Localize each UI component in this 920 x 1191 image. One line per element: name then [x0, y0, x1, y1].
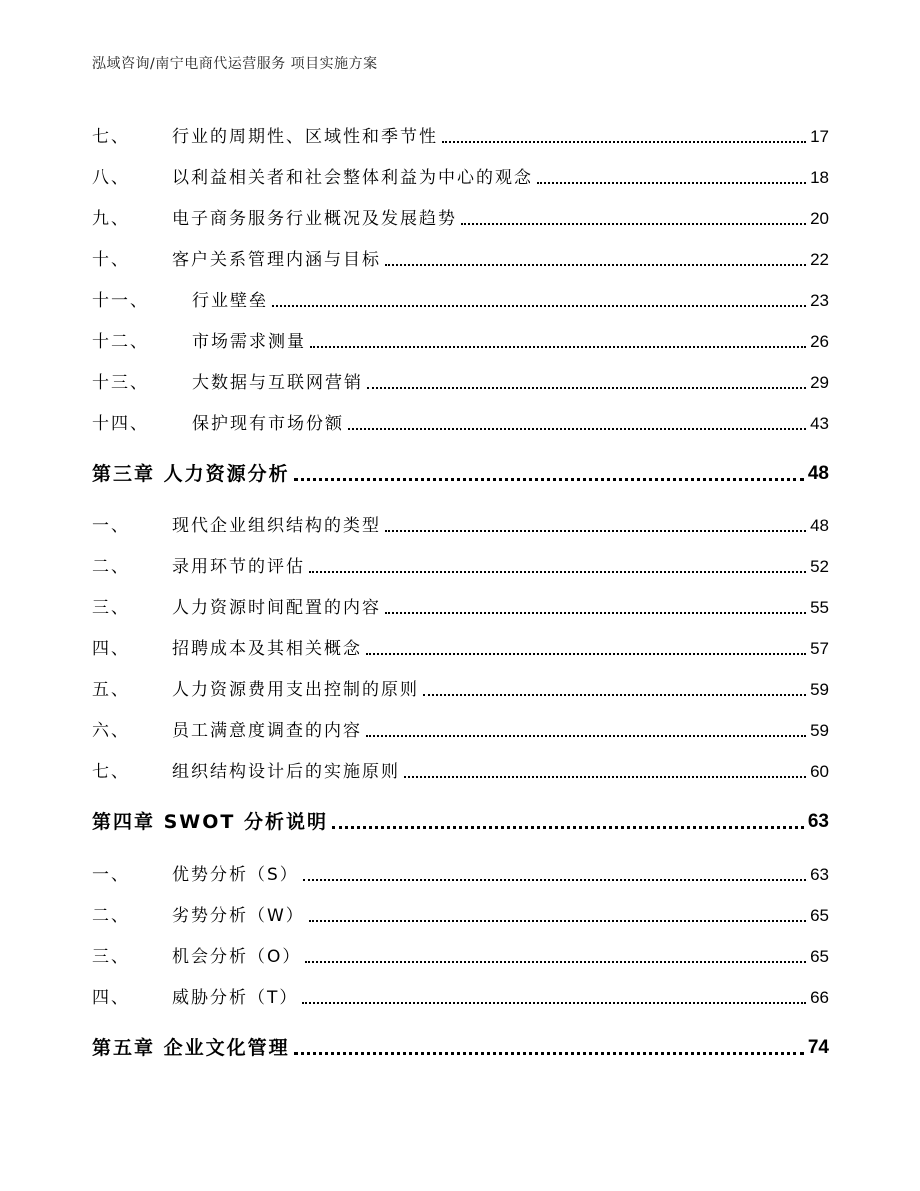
toc-leader-dots [272, 304, 806, 307]
toc-entry-title: 行业壁垒 [192, 291, 268, 311]
toc-entry-number: 四、 [92, 639, 130, 659]
toc-entry[interactable] [92, 983, 829, 1009]
toc-entry[interactable] [92, 204, 829, 230]
toc-leader-dots [332, 825, 804, 829]
toc-entry-number: 四、 [92, 988, 130, 1008]
toc-entry-page: 55 [810, 598, 829, 617]
toc-entry-page: 65 [810, 947, 829, 966]
toc-entry[interactable] [92, 942, 829, 968]
toc-entry[interactable] [92, 634, 829, 660]
toc-entry-number: 一、 [92, 516, 130, 536]
toc-leader-dots [404, 775, 806, 778]
toc-entry-number: 一、 [92, 865, 130, 885]
toc-entry-number: 十四、 [92, 414, 149, 434]
toc-leader-dots [423, 693, 806, 696]
toc-leader-dots [310, 345, 806, 348]
toc-entry-page: 59 [810, 721, 829, 740]
toc-entry-number: 二、 [92, 906, 130, 926]
toc-chapter-entry[interactable] [92, 1033, 829, 1059]
toc-entry[interactable] [92, 511, 829, 537]
toc-entry-number: 十、 [92, 250, 130, 270]
toc-entry-page: 63 [810, 865, 829, 884]
toc-entry-page: 60 [810, 762, 829, 781]
toc-leader-dots [442, 140, 806, 143]
toc-entry-page: 63 [807, 811, 829, 832]
toc-chapter-entry[interactable] [92, 807, 829, 833]
toc-entry-page: 65 [810, 906, 829, 925]
toc-entry-title: 机会分析（O） [172, 947, 302, 967]
toc-entry-page: 52 [810, 557, 829, 576]
toc-entry[interactable] [92, 327, 829, 353]
toc-entry-title: 大数据与互联网营销 [192, 373, 363, 393]
toc-entry-title: 组织结构设计后的实施原则 [172, 762, 400, 782]
toc-entry-title: 威胁分析（T） [172, 988, 299, 1008]
toc-entry-number: 十二、 [92, 332, 149, 352]
toc-entry[interactable] [92, 552, 829, 578]
toc-entry-page: 29 [810, 373, 829, 392]
toc-leader-dots [309, 570, 806, 573]
toc-entry-title: 优势分析（S） [172, 865, 299, 885]
toc-leader-dots [305, 960, 806, 963]
toc-entry-title: 以利益相关者和社会整体利益为中心的观念 [172, 168, 533, 188]
toc-entry-page: 26 [810, 332, 829, 351]
toc-chapter-entry[interactable] [92, 459, 829, 485]
toc-entry-title: 行业的周期性、区域性和季节性 [172, 127, 438, 147]
toc-entry-number: 二、 [92, 557, 130, 577]
toc-entry-title: 电子商务服务行业概况及发展趋势 [172, 209, 457, 229]
toc-entry-page: 20 [810, 209, 829, 228]
toc-leader-dots [385, 611, 806, 614]
toc-entry-page: 59 [810, 680, 829, 699]
toc-entry[interactable] [92, 409, 829, 435]
toc-entry[interactable] [92, 122, 829, 148]
toc-entry[interactable] [92, 368, 829, 394]
toc-entry[interactable] [92, 675, 829, 701]
toc-entry[interactable] [92, 860, 829, 886]
toc-entry[interactable] [92, 901, 829, 927]
toc-chapter-title: 第四章 SWOT 分析说明 [92, 811, 328, 833]
toc-entry-page: 48 [807, 463, 829, 484]
toc-entry-number: 三、 [92, 947, 130, 967]
toc-entry-number: 五、 [92, 680, 130, 700]
toc-entry-title: 劣势分析（W） [172, 906, 305, 926]
toc-entry-page: 22 [810, 250, 829, 269]
toc-leader-dots [366, 734, 806, 737]
toc-entry-number: 八、 [92, 168, 130, 188]
toc-leader-dots [309, 919, 806, 922]
toc-entry-title: 人力资源费用支出控制的原则 [172, 680, 419, 700]
toc-entry[interactable] [92, 593, 829, 619]
toc-entry-title: 人力资源时间配置的内容 [172, 598, 381, 618]
toc-entry-page: 48 [810, 516, 829, 535]
toc-leader-dots [385, 529, 806, 532]
toc-leader-dots [302, 1001, 806, 1004]
toc-entry-number: 十一、 [92, 291, 149, 311]
toc-entry-number: 十三、 [92, 373, 149, 393]
toc-chapter-title: 第五章 企业文化管理 [92, 1037, 290, 1059]
toc-entry-title: 保护现有市场份额 [192, 414, 344, 434]
toc-entry-page: 74 [807, 1037, 829, 1058]
toc-leader-dots [303, 878, 806, 881]
toc-leader-dots [367, 386, 806, 389]
toc-entry-number: 七、 [92, 762, 130, 782]
toc-entry[interactable] [92, 286, 829, 312]
toc-entry-title: 员工满意度调查的内容 [172, 721, 362, 741]
toc-entry-title: 市场需求测量 [192, 332, 306, 352]
toc-leader-dots [294, 1051, 804, 1055]
toc-leader-dots [461, 222, 806, 225]
toc-entry-number: 六、 [92, 721, 130, 741]
toc-leader-dots [294, 477, 804, 481]
toc-entry-title: 录用环节的评估 [172, 557, 305, 577]
toc-entry[interactable] [92, 716, 829, 742]
toc-entry-number: 七、 [92, 127, 130, 147]
document-header: 泓域咨询/南宁电商代运营服务 项目实施方案 [92, 56, 378, 72]
toc-entry-title: 客户关系管理内涵与目标 [172, 250, 381, 270]
toc-leader-dots [537, 181, 806, 184]
toc-entry[interactable] [92, 757, 829, 783]
toc-entry[interactable] [92, 163, 829, 189]
toc-leader-dots [348, 427, 806, 430]
toc-entry-title: 现代企业组织结构的类型 [172, 516, 381, 536]
toc-entry-page: 18 [810, 168, 829, 187]
toc-entry-number: 九、 [92, 209, 130, 229]
toc-entry-page: 57 [810, 639, 829, 658]
toc-entry-page: 23 [810, 291, 829, 310]
toc-leader-dots [366, 652, 806, 655]
toc-entry-page: 43 [810, 414, 829, 433]
toc-leader-dots [385, 263, 806, 266]
toc-chapter-title: 第三章 人力资源分析 [92, 463, 290, 485]
toc-entry-page: 17 [810, 127, 829, 146]
toc-entry-title: 招聘成本及其相关概念 [172, 639, 362, 659]
toc-entry-page: 66 [810, 988, 829, 1007]
toc-entry[interactable] [92, 245, 829, 271]
toc-entry-number: 三、 [92, 598, 130, 618]
